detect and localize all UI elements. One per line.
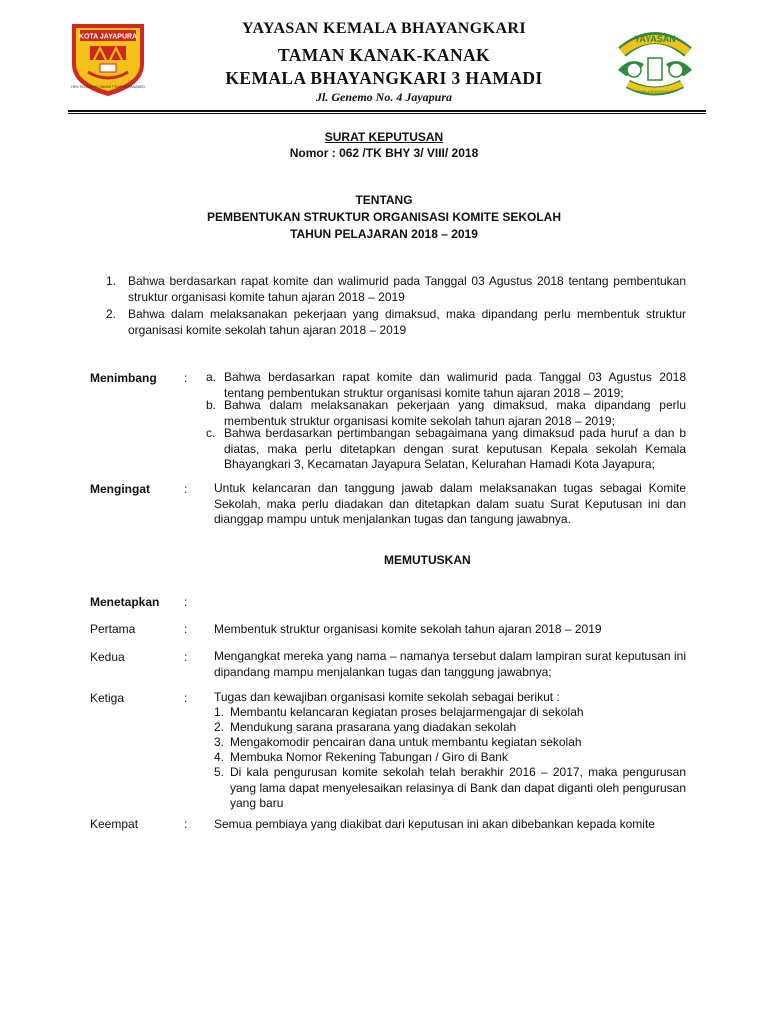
kedua-label: Kedua bbox=[90, 650, 125, 664]
academic-year-line: TAHUN PELAJARAN 2018 – 2019 bbox=[290, 227, 478, 241]
menetapkan-label: Menetapkan bbox=[90, 595, 160, 609]
ketiga-item bbox=[214, 765, 686, 813]
letterhead bbox=[0, 0, 768, 112]
item-text: Mendukung sarana prasarana yang diadakan sekolah bbox=[230, 720, 517, 734]
item-text: Bahwa berdasarkan pertimbangan sebagaimana yang dimaksud pada huruf a dan b diatas, maka perlu ditetapkan dengan surat keputusan Kepala sekolah Kemala Bhayangkari 3, Kecamatan Jayapura Selatan, Kelurahan Hamadi Kota Jayapura; bbox=[224, 426, 686, 471]
ketiga-intro: Tugas dan kewajiban organisasi komite sekolah sebagai berikut : bbox=[214, 690, 560, 704]
letterhead-rule-thick bbox=[68, 110, 706, 112]
item-number: 3. bbox=[214, 735, 225, 749]
item-number: 1. bbox=[214, 705, 225, 719]
document-number: Nomor : 062 /TK BHY 3/ VIII/ 2018 bbox=[289, 146, 479, 160]
keempat-label: Keempat bbox=[90, 817, 139, 831]
school-name: KEMALA BHAYANGKARI 3 HAMADI bbox=[225, 68, 543, 88]
ketiga-item bbox=[214, 720, 686, 736]
item-text: Bahwa dalam melaksanakan pekerjaan yang dimaksud, maka dipandang perlu membentuk struktur organisasi komite sekolah tahun ajaran 2018 – 2019; bbox=[224, 398, 686, 428]
menimbang-label: Menimbang bbox=[90, 371, 157, 385]
school-address: Jl. Genemo No. 4 Jayapura bbox=[316, 90, 452, 104]
subject-line: PEMBENTUKAN STRUKTUR ORGANISASI KOMITE SEKOLAH bbox=[206, 210, 561, 224]
yayasan-emblem bbox=[608, 22, 702, 102]
mengingat-text: Untuk kelancaran dan tanggung jawab dalam melaksanakan tugas sebagai Komite Sekolah, maka perlu diadakan dan ditetapkan dalam suatu Surat Keputusan ini dan dianggap mampu untuk menjalankan tugas dan tangung jawabnya. bbox=[214, 481, 686, 526]
letterhead-rule-thin bbox=[68, 113, 706, 114]
item-text: Bahwa berdasarkan rapat komite dan walimurid pada Tanggal 03 Agustus 2018 tentang pembentukan struktur organisasi komite tahun ajaran 2018 – 2019; bbox=[224, 370, 686, 400]
ketiga-label: Ketiga bbox=[90, 691, 125, 705]
mengingat-label: Mengingat bbox=[90, 482, 150, 496]
yayasan-label: YAYASAN bbox=[634, 34, 676, 44]
item-key: a. bbox=[206, 370, 217, 384]
foundation-name: YAYASAN KEMALA BHAYANGKARI bbox=[242, 20, 526, 37]
menimbang-item bbox=[206, 426, 686, 474]
colon: : bbox=[184, 817, 188, 831]
pertama-label: Pertama bbox=[90, 622, 136, 636]
ketiga-item bbox=[214, 735, 686, 751]
tentang-heading: TENTANG bbox=[355, 193, 413, 207]
emblem-motto: HEN TECAHI YO ONOMI T'MAR NI HANASED bbox=[71, 85, 145, 89]
ketiga-item bbox=[214, 750, 686, 766]
intro-item bbox=[106, 306, 686, 340]
item-number: 5. bbox=[214, 765, 225, 779]
memutuskan-heading: MEMUTUSKAN bbox=[384, 553, 471, 567]
intro-text: Bahwa dalam melaksanakan pekerjaan yang dimaksud, maka dipandang perlu membentuk struktur organisasi komite sekolah tahun ajaran 2018 – 2019 bbox=[128, 307, 686, 337]
item-text: Membuka Nomor Rekening Tabungan / Giro di Bank bbox=[230, 750, 508, 764]
school-type: TAMAN KANAK-KANAK bbox=[277, 45, 491, 65]
colon: : bbox=[184, 622, 188, 636]
item-number: 2. bbox=[214, 720, 225, 734]
colon: : bbox=[184, 482, 188, 496]
yayasan-sub-label: KEMALA BHAYANGKARI bbox=[635, 90, 675, 94]
document-title: SURAT KEPUTUSAN bbox=[324, 130, 444, 144]
colon: : bbox=[184, 650, 188, 664]
colon: : bbox=[184, 691, 188, 705]
emblem-label: KOTA JAYAPURA bbox=[78, 33, 138, 41]
item-number: 4. bbox=[214, 750, 225, 764]
intro-item bbox=[106, 273, 686, 307]
intro-number: 1. bbox=[106, 274, 117, 288]
item-key: b. bbox=[206, 398, 217, 412]
intro-number: 2. bbox=[106, 307, 117, 321]
intro-text: Bahwa berdasarkan rapat komite dan walimurid pada Tanggal 03 Agustus 2018 tentang pembentukan struktur organisasi komite tahun ajaran 2018 – 2019 bbox=[128, 274, 686, 304]
item-key: c. bbox=[206, 426, 216, 440]
item-text: Membantu kelancaran kegiatan proses belajarmengajar di sekolah bbox=[230, 705, 584, 719]
colon: : bbox=[184, 595, 188, 609]
pertama-text: Membentuk struktur organisasi komite sekolah tahun ajaran 2018 – 2019 bbox=[214, 622, 602, 636]
item-text: Di kala pengurusan komite sekolah telah berakhir 2016 – 2017, maka pengurusan yang lama dapat menyelesaikan relasinya di Bank dan dapat diganti oleh pengurusan yang baru bbox=[230, 765, 686, 810]
colon: : bbox=[184, 371, 188, 385]
item-text: Mengakomodir pencairan dana untuk membantu kegiatan sekolah bbox=[230, 735, 582, 749]
ketiga-item bbox=[214, 705, 686, 721]
kedua-text: Mengangkat mereka yang nama – namanya tersebut dalam lampiran surat keputusan ini dipandang mampu menjalankan tugas dan tanggung jawabnya; bbox=[214, 649, 686, 679]
keempat-text: Semua pembiaya yang diakibat dari keputusan ini akan dibebankan kepada komite bbox=[214, 817, 655, 831]
